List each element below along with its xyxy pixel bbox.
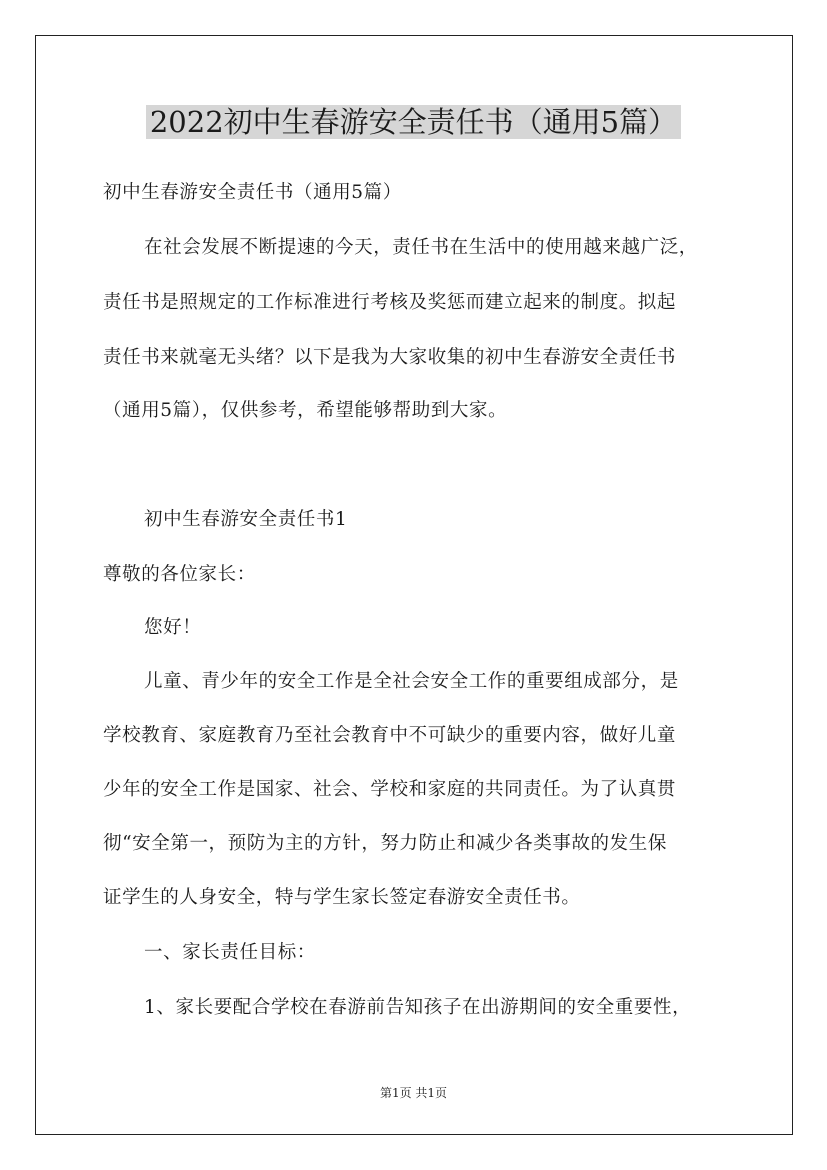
page-footer: 第1页 共1页 (379, 1086, 448, 1100)
document-title (0, 100, 827, 144)
list-item-1: 1、家长要配合学校在春游前告知孩子在出游期间的安全重要性， (144, 997, 692, 1018)
body-line-2: 学校教育、家庭教育乃至社会教育中不可缺少的重要内容，做好儿童 (103, 725, 677, 746)
section-heading: 初中生春游安全责任书1 (144, 509, 348, 530)
document-subtitle: 初中生春游安全责任书（通用5篇） (103, 182, 402, 203)
salutation: 尊敬的各位家长： (103, 564, 256, 585)
document-title-text: 2022初中生春游安全责任书（通用5篇） (146, 105, 681, 139)
intro-line-3: 责任书来就毫无头绪？以下是我为大家收集的初中生春游安全责任书 (103, 347, 677, 368)
intro-line-1: 在社会发展不断提速的今天，责任书在生活中的使用越来越广泛， (144, 237, 698, 258)
body-line-3: 少年的安全工作是国家、社会、学校和家庭的共同责任。为了认真贯 (103, 779, 677, 800)
intro-line-4: （通用5篇），仅供参考，希望能够帮助到大家。 (103, 400, 508, 421)
body-line-1: 儿童、青少年的安全工作是全社会安全工作的重要组成部分，是 (144, 671, 679, 692)
body-line-4: 彻“安全第一，预防为主的方针，努力防止和减少各类事故的发生保 (103, 833, 667, 854)
list-heading: 一、家长责任目标： (144, 942, 316, 963)
body-line-5: 证学生的人身安全，特与学生家长签定春游安全责任书。 (103, 887, 581, 908)
greeting: 您好！ (144, 617, 202, 638)
intro-line-2: 责任书是照规定的工作标准进行考核及奖惩而建立起来的制度。拟起 (103, 292, 677, 313)
